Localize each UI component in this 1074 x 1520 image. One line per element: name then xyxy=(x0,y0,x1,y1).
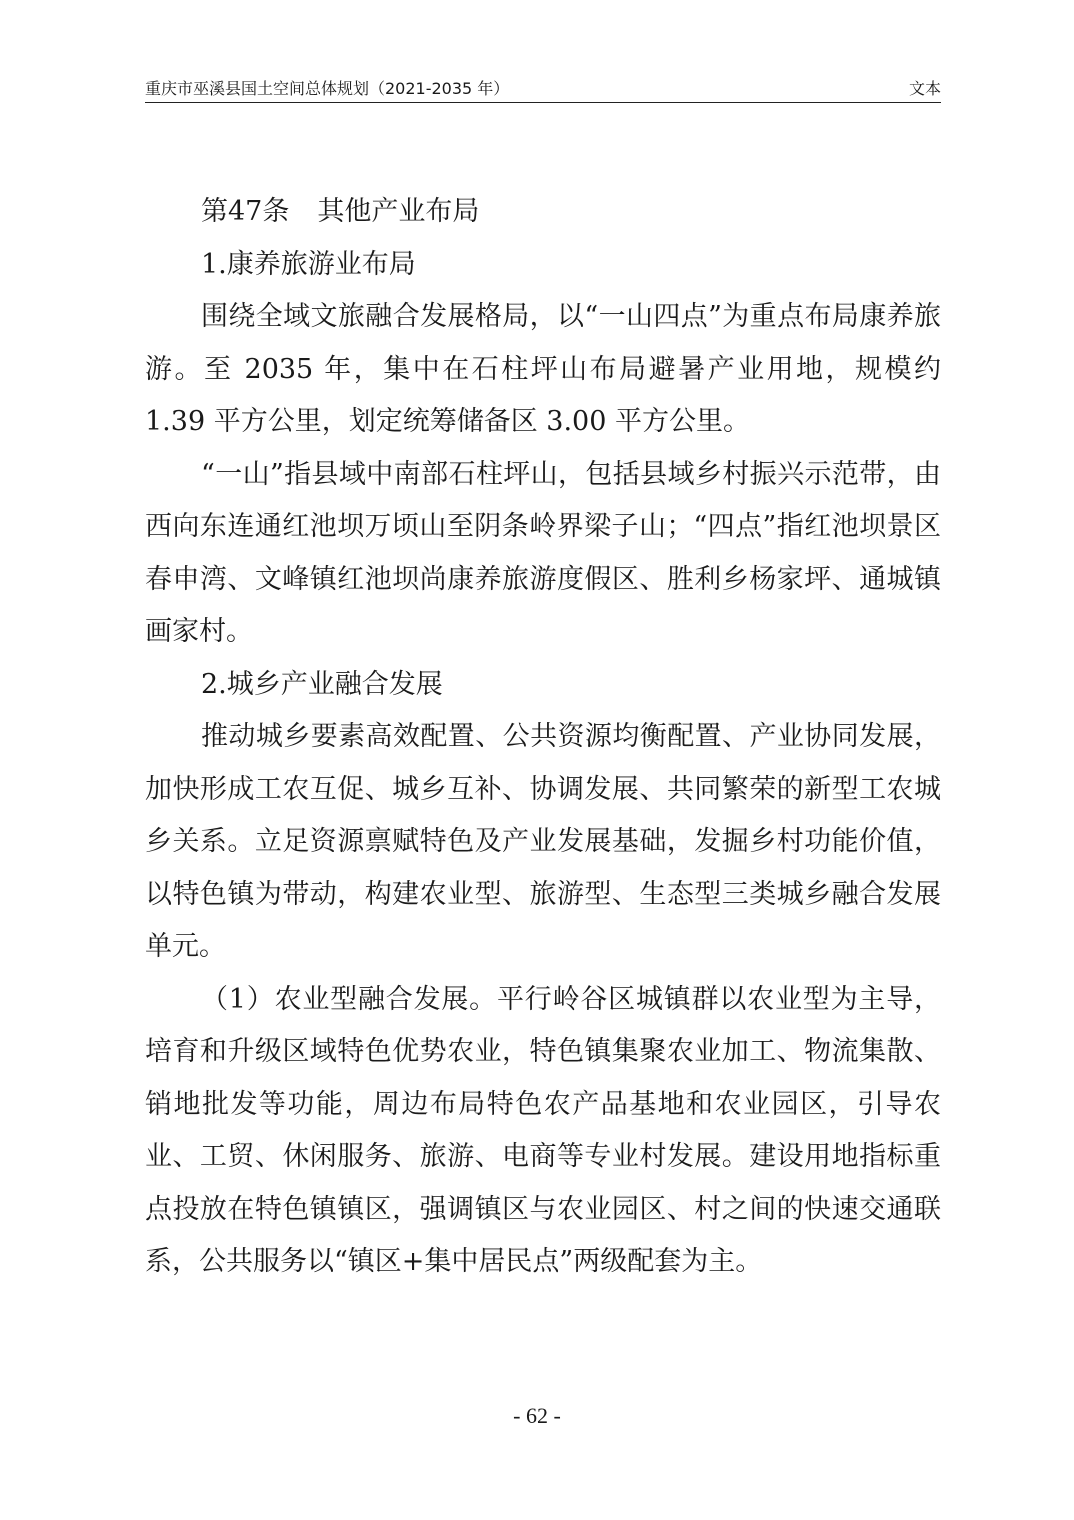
page-header xyxy=(145,74,941,103)
document-title: 重庆市巫溪县国土空间总体规划（2021-2035 年） xyxy=(145,79,510,98)
document-body xyxy=(145,186,941,1289)
paragraph: （1）农业型融合发展。平行岭谷区城镇群以农业型为主导，培育和升级区域特色优势农业，特色镇集聚农业加工、物流集散、销地批发等功能，周边布局特色农产品基地和农业园区，引导农业、工贸、休闲服务、旅游、电商等专业村发展。建设用地指标重点投放在特色镇镇区，强调镇区与农业园区、村之间的快速交通联系，公共服务以“镇区+集中居民点”两级配套为主。 xyxy=(145,983,941,1277)
section-heading: 2.城乡产业融合发展 xyxy=(201,668,443,700)
article-heading xyxy=(145,186,941,239)
article-title: 其他产业布局 xyxy=(317,196,480,227)
paragraph: “一山”指县域中南部石柱坪山，包括县域乡村振兴示范带，由西向东连通红池坝万顷山至阴条岭界梁子山；“四点”指红池坝景区春申湾、文峰镇红池坝尚康养旅游度假区、胜利乡杨家坪、通城镇画家村。 xyxy=(145,458,941,647)
paragraph: 围绕全域文旅融合发展格局，以“一山四点”为重点布局康养旅游。至 2035 年，集中在石柱坪山布局避暑产业用地，规模约 1.39 平方公里，划定统筹储备区 3.00 平方公里。 xyxy=(145,301,941,437)
document-type-label: 文本 xyxy=(908,79,941,98)
paragraph: 推动城乡要素高效配置、公共资源均衡配置、产业协同发展，加快形成工农互促、城乡互补、协调发展、共同繁荣的新型工农城乡关系。立足资源禀赋特色及产业发展基础，发掘乡村功能价值，以特色镇为带动，构建农业型、旅游型、生态型三类城乡融合发展单元。 xyxy=(145,721,941,962)
article-number: 第47条 xyxy=(201,196,290,227)
section-heading: 1.康养旅游业布局 xyxy=(201,248,416,280)
page-number: - 62 - xyxy=(513,1403,561,1428)
